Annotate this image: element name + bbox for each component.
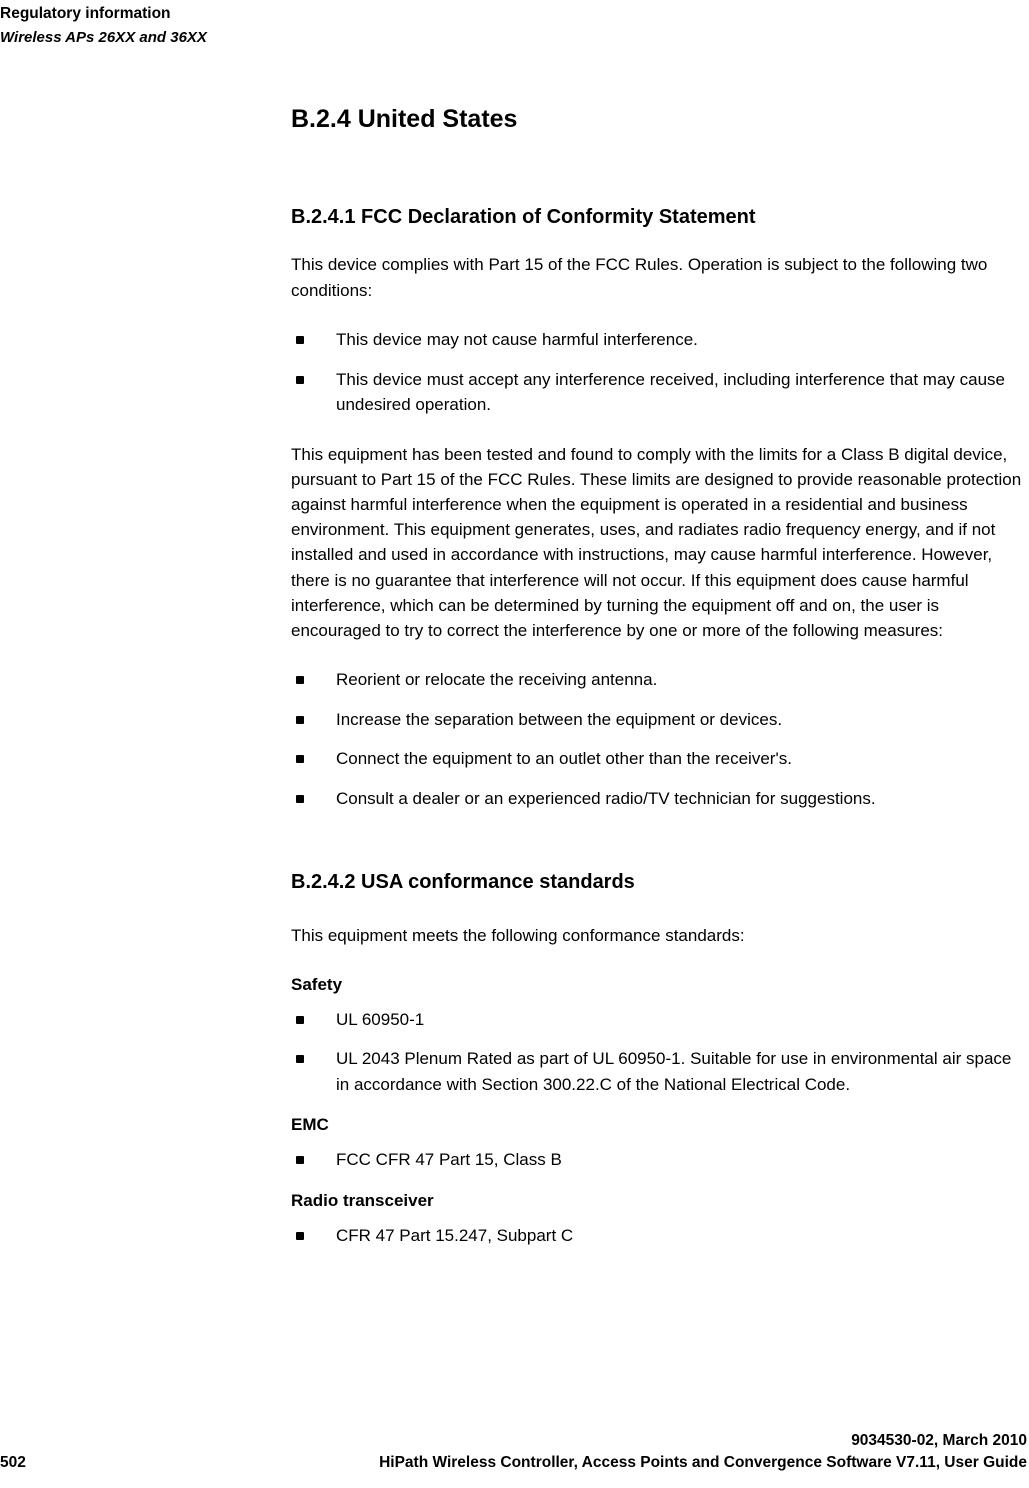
list-item [291,746,1029,772]
footer-page-number: 502 [0,1454,26,1471]
list-item [291,786,1029,812]
bullet-list-measures [291,667,1029,811]
list-item [291,667,1029,693]
list-item [291,327,1029,353]
paragraph-class-b: This equipment has been tested and found to comply with the limits for a Class B digital device, pursuant to Part 15 of the FCC Rules. These limits are designed to provide reasonable protection against harmful interference when the equipment is operated in a residential and business environment. This equipment generates, uses, and radiates radio frequency energy, and if not installed and used in accordance with instructions, may cause harmful interference. However, there is no guarantee that interference will not occur. If this equipment does cause harmful interference, which can be determined by turning the equipment off and on, the user is encouraged to try to correct the interference by one or more of the following measures: [291,444,1022,640]
label-emc: EMC [291,1115,329,1135]
header-title: Regulatory information [0,5,171,22]
list-item-label: This device must accept any interference received, including interference that may cause undesired operation. [336,369,1006,414]
page-footer [0,1430,1029,1474]
page-content [291,104,1029,1248]
paragraph-conformance: This equipment meets the following conformance standards: [291,926,745,946]
list-item-label: CFR 47 Part 15.247, Subpart C [336,1225,574,1245]
list-item-label: UL 2043 Plenum Rated as part of UL 60950-1. Suitable for use in environmental air space in accordance with Section 300.22.C of the National Electrical Code. [336,1049,1012,1094]
bullet-list-conditions [291,327,1029,418]
list-item [291,1147,1029,1173]
bullet-dot-icon [296,716,304,724]
list-item-label: This device may not cause harmful interference. [336,330,698,349]
bullet-list-emc [291,1147,1029,1173]
bullet-dot-icon [296,376,304,384]
list-item-label: Connect the equipment to an outlet other than the receiver's. [336,749,792,769]
footer-doc-id: 9034530-02, March 2010 [851,1432,1027,1449]
list-item-label: Increase the separation between the equipment or devices. [336,709,783,729]
bullet-dot-icon [296,1232,304,1240]
bullet-dot-icon [296,795,304,803]
list-item-label: UL 60950-1 [336,1009,425,1029]
list-item [291,707,1029,733]
list-item [291,367,1029,418]
label-radio-transceiver: Radio transceiver [291,1190,434,1210]
bullet-list-radio [291,1223,1029,1249]
label-safety: Safety [291,974,343,994]
bullet-dot-icon [296,755,304,763]
list-item [291,1007,1029,1033]
footer-doc-title: HiPath Wireless Controller, Access Points and Convergence Software V7.11, User Guide [379,1454,1027,1471]
bullet-dot-icon [296,1016,304,1024]
list-item-label: FCC CFR 47 Part 15, Class B [336,1150,562,1170]
list-item-label: Reorient or relocate the receiving antenna. [336,670,658,690]
section-heading: B.2.4 United States [291,105,518,133]
subsection-heading-fcc: B.2.4.1 FCC Declaration of Conformity Statement [291,206,756,228]
paragraph-fcc-intro: This device complies with Part 15 of the FCC Rules. Operation is subject to the following two conditions: [291,255,988,300]
bullet-dot-icon [296,676,304,684]
list-item [291,1223,1029,1249]
bullet-list-safety [291,1007,1029,1098]
list-item-label: Consult a dealer or an experienced radio/TV technician for suggestions. [336,788,876,808]
subsection-heading-usa: B.2.4.2 USA conformance standards [291,871,635,894]
bullet-dot-icon [296,1055,304,1063]
bullet-dot-icon [296,336,304,344]
list-item [291,1046,1029,1097]
header-subtitle: Wireless APs 26XX and 36XX [0,29,207,46]
footer-doc-title-row [0,1452,1029,1474]
page-header [0,0,1029,48]
bullet-dot-icon [296,1156,304,1164]
